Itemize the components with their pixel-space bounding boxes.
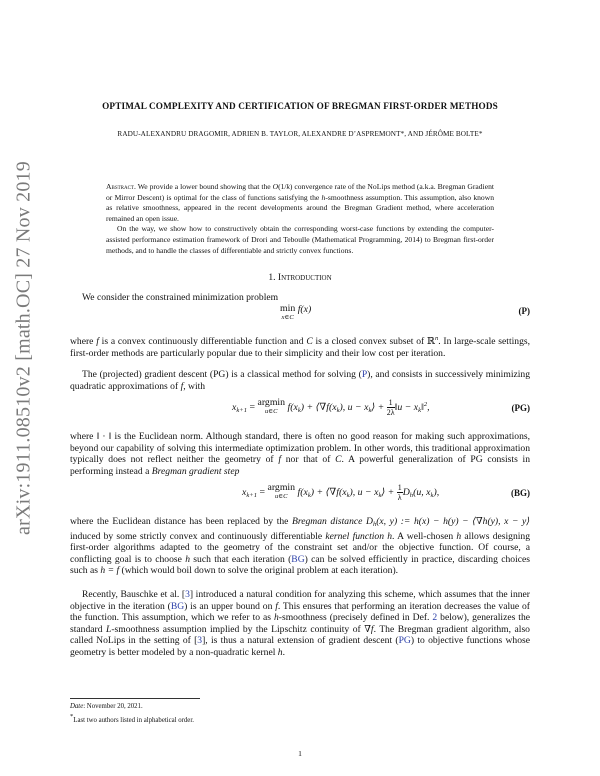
text: where	[70, 336, 97, 347]
ref-link-BG[interactable]: BG	[291, 553, 305, 565]
eq-term: f(x	[287, 401, 298, 413]
text: ) is an upper bound on	[184, 600, 276, 612]
math-k: k	[286, 182, 290, 191]
math-D: D	[362, 516, 373, 527]
math-C: C	[306, 336, 313, 347]
eq-fraction	[387, 398, 395, 417]
footnote-authors	[70, 712, 194, 725]
footnote-text: Last two authors listed in alphabetical order.	[73, 717, 194, 724]
eq-equals: =	[247, 401, 258, 413]
eq-denominator: λ	[397, 493, 402, 502]
section-heading	[70, 272, 530, 283]
text: . In large-scale settings, first-order methods are particularly popular due to their simplicity and their low cost per iteration.	[70, 336, 531, 359]
eq-P-rhs: f(x)	[297, 304, 312, 315]
abstract-text: ) convergence rate of the NoLips method (a.k.a. Bregman Gradient or Mirror Descent) is optimal for the class of functions satisfying the	[106, 182, 494, 202]
math-h-eq-f: h = f	[100, 565, 120, 577]
math-C: C	[335, 454, 342, 466]
intro-paragraph-3	[70, 369, 530, 392]
eq-term: D	[402, 486, 410, 498]
ref-link-P[interactable]: P	[361, 369, 368, 380]
text: . The Bregman gradient algorithm, also called NoLips in the setting of [	[70, 623, 530, 647]
eq-under: x∈C	[281, 314, 294, 321]
text: ) can be solved efficiently in practice, discarding choices such as	[70, 553, 530, 577]
eq-argmin	[257, 398, 285, 415]
text: induced by some strictly convex and continuously differentiable	[70, 530, 326, 542]
text: . This ensures that performing an iteration decreases the value of the function. This assumption, which we refer to as	[70, 600, 531, 624]
eq-term: ), u − x	[339, 401, 369, 413]
arxiv-identifier: arXiv:1911.08510v2 [math.OC] 27 Nov 2019	[12, 161, 35, 535]
text: ] introduced a natural condition for analyzing this scheme, which assumes that the inner objective in the iteration (	[70, 589, 530, 612]
footnote-date	[70, 702, 143, 711]
eq-P-tag: (P)	[518, 306, 530, 316]
eq-sup: 2	[423, 400, 428, 408]
text: . A well-chosen	[392, 530, 457, 542]
eq-lhs: x	[242, 486, 247, 498]
eq-sub: k+1	[236, 406, 248, 414]
text: is a convex continuously differentiable function and	[98, 336, 307, 347]
eq-sub: k	[336, 406, 340, 414]
intro-text	[70, 589, 530, 659]
intro-paragraph-6	[70, 589, 530, 659]
eq-term: ‖	[421, 401, 424, 413]
intro-paragraph-1	[70, 292, 530, 304]
eq-equals: =	[257, 486, 268, 498]
text: The (projected) gradient descent (PG) is a classical method for solving (	[82, 369, 362, 380]
eq-lhs: x	[232, 401, 237, 413]
eq-term: (u, x	[413, 486, 431, 498]
math-h: h	[384, 530, 393, 542]
math-bregman-def: (x, y) := h(x) − h(y) − ⟨∇h(y), x − y⟩	[376, 516, 531, 527]
citation-link[interactable]: 3	[197, 635, 203, 647]
intro-text	[70, 333, 530, 359]
text: ), and consists in successively minimizing quadratic approximations of	[70, 369, 530, 392]
eq-sub: k	[368, 406, 372, 414]
abstract-label: Abstract.	[106, 182, 136, 191]
eq-op: argmin	[257, 397, 286, 408]
text: . A powerful generalization of PG consists in performing instead a	[70, 454, 531, 477]
eq-sub: k	[346, 491, 350, 499]
paper-title: OPTIMAL COMPLEXITY AND CERTIFICATION OF BREGMAN FIRST-ORDER METHODS	[102, 101, 498, 111]
section-number: 1.	[268, 272, 276, 283]
eq-argmin	[267, 483, 295, 500]
text: such that each iteration (	[189, 553, 292, 565]
intro-text	[70, 369, 530, 392]
abstract-text: -smoothness assumption. This assumption, also known as relative smoothness, appeared in the recent developments around the Bregman Gradient method, where acceleration remained an open issue.	[106, 192, 494, 223]
ref-link-PG[interactable]: PG	[398, 635, 411, 647]
text: ], is thus a natural extension of gradient descent (	[202, 635, 399, 647]
text: .	[282, 646, 285, 658]
intro-paragraph-2	[70, 333, 530, 359]
eq-sub: h	[409, 491, 414, 499]
intro-text	[70, 431, 530, 477]
math-h: h	[321, 192, 326, 202]
eq-term: ), u − x	[349, 486, 379, 498]
math-h: h	[185, 553, 190, 565]
eq-op: min	[280, 303, 296, 314]
math-sub: h	[372, 521, 377, 528]
equation-P	[70, 304, 530, 328]
abstract-paragraph-1	[106, 182, 494, 224]
paper-authors: RADU-ALEXANDRU DRAGOMIR, ADRIEN B. TAYLOR, ALEXANDRE D’ASPREMONT*, AND JÉRÔME BOLTE*	[117, 130, 483, 138]
eq-PG-tag: (PG)	[511, 403, 530, 413]
math-h: h	[456, 530, 462, 542]
eq-term: ) + ⟨∇f(x	[300, 401, 337, 413]
eq-sub: k+1	[246, 491, 258, 499]
math-h: h	[273, 612, 279, 624]
text: where ‖ · ‖ is the Euclidean norm. Although standard, there is often no good reason for making such approximations, beyond our capability of solving this intermediate optimization problem. In other words, this traditional approximation typically does not reflect neither the geometry of	[70, 431, 530, 466]
eq-sub: k	[378, 491, 382, 499]
citation-link[interactable]: 3	[185, 589, 190, 600]
eq-numerator: 1	[397, 483, 402, 492]
emphasis: kernel function	[325, 530, 385, 542]
eq-denominator: 2λ	[386, 408, 395, 417]
footnote-mark: *	[70, 713, 74, 720]
math-f: f	[278, 454, 282, 466]
text: ) to objective functions whose geometry is better modeled by a non-quadratic kernel	[70, 635, 530, 658]
text: is a closed convex subset of ℝ	[312, 336, 435, 347]
text: allows designing first-order algorithms adapted to the geometry of the constraint set and/or the objective function. Of course, a conflicting goal is to choose	[70, 530, 530, 565]
text: -smoothness (precisely defined in Def.	[278, 612, 433, 624]
math-n: n	[434, 335, 439, 342]
footnote-date-value: : November 20, 2021.	[83, 703, 143, 710]
intro-text	[70, 516, 530, 577]
definition-link[interactable]: 2	[432, 612, 438, 624]
intro-text: We consider the constrained minimization problem	[82, 292, 279, 303]
eq-term: ⟩ +	[371, 401, 387, 413]
text: nor that of	[281, 454, 336, 466]
text: -smoothness assumption implied by the Lipschitz continuity of ∇	[111, 623, 371, 635]
abstract-text: (1/	[278, 182, 287, 191]
eq-sub: k	[430, 491, 434, 499]
text: where the Euclidean distance has been replaced by the	[70, 516, 293, 527]
math-f: f	[370, 623, 374, 635]
abstract	[106, 182, 494, 256]
page-number: 1	[298, 749, 302, 758]
math-f: f	[275, 600, 278, 612]
abstract-paragraph-2: On the way, we show how to constructively obtain the corresponding worst-case functions by extending the computer-assisted performance estimation framework of Drori and Teboulle (Mathematical Programming, 2014) to Bregman first-order methods, and to handle the classes of differentiable and strictly convex functions.	[106, 224, 494, 255]
eq-BG-tag: (BG)	[511, 488, 530, 498]
footnote-date-label: Date	[70, 703, 84, 710]
eq-numerator: 1	[388, 398, 393, 407]
eq-under: u∈C	[274, 493, 288, 500]
footnote-rule	[70, 698, 200, 699]
math-O: O	[272, 182, 279, 191]
intro-paragraph-4	[70, 431, 530, 477]
math-h: h	[277, 646, 283, 658]
abstract-text: We provide a lower bound showing that the	[137, 182, 273, 191]
eq-under: u∈C	[264, 408, 278, 415]
eq-term: ,	[427, 401, 430, 413]
eq-term: f(x	[297, 486, 308, 498]
math-f: f	[180, 380, 184, 392]
eq-term: ),	[433, 486, 440, 498]
eq-sub: k	[297, 406, 301, 414]
eq-sub: k	[418, 406, 422, 414]
math-f: f	[96, 336, 99, 347]
math-L: L	[106, 623, 112, 635]
text: , with	[183, 380, 206, 392]
text: below), generalizes the standard	[70, 612, 531, 635]
intro-paragraph-5	[70, 516, 530, 577]
text: Recently, Bauschke et al. [	[82, 589, 186, 600]
eq-sub: k	[307, 491, 311, 499]
ref-link-BG[interactable]: BG	[170, 600, 185, 612]
emphasis: Bregman distance	[292, 516, 363, 527]
eq-term: ⟩ +	[381, 486, 397, 498]
emphasis: Bregman gradient step	[151, 465, 240, 477]
eq-term: ‖u − x	[394, 401, 419, 413]
text: (which would boil down to solve the original problem at each iteration).	[119, 565, 399, 577]
eq-P-min	[280, 304, 295, 321]
equation-BG	[70, 483, 530, 511]
equation-PG	[70, 398, 530, 426]
section-title: Introduction	[277, 272, 332, 283]
eq-op: argmin	[267, 482, 296, 493]
arxiv-sidebar-stamp	[6, 148, 42, 548]
eq-term: ) + ⟨∇f(x	[310, 486, 347, 498]
